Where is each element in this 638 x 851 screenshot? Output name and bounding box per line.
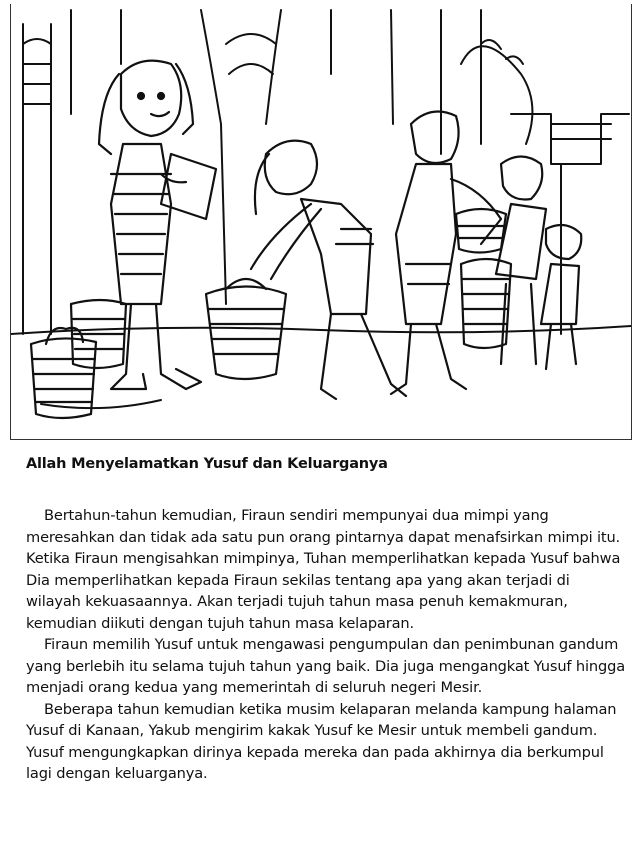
scribe-figure [99,61,216,389]
story-text [26,505,626,785]
coloring-illustration [10,4,632,440]
story-paragraph: Firaun memilih Yusuf untuk mengawasi pengumpulan dan penimbunan gandum yang berlebih itu selama tujuh tahun yang baik. Dia juga mengangkat Yusuf hingga menjadi orang kedua yang memerintah di seluruh negeri Mesir. [26,636,626,696]
basket-group-left [31,300,126,418]
egypt-grain-scene-icon [11,4,631,439]
page-title: Allah Menyelamatkan Yusuf dan Keluarganya [26,456,388,472]
story-paragraph: Bertahun-tahun kemudian, Firaun sendiri mempunyai dua mimpi yang meresahkan dan tidak ada satu pun orang pintarnya dapat menafsirkan mimpi itu. Ketika Firaun mengisahkan mimpinya, Tuhan memperlihatkan kepada Yusuf bahwa Dia memperlihatkan kepada Firaun sekilas tentang apa yang akan terjadi di wilayah kekuasaannya. Akan terjadi tujuh tahun masa penuh kemakmuran, kemudian diikuti dengan tujuh tahun masa kelaparan. [26,507,621,632]
story-paragraph: Beberapa tahun kemudian ketika musim kelaparan melanda kampung halaman Yusuf di Kanaan, Yakub mengirim kakak Yusuf ke Mesir untuk membeli gandum. Yusuf mengungkapkan dirinya kepada mereka dan pada akhirnya dia berkumpul lagi dengan keluarganya. [26,700,617,782]
worker-figure-center [206,141,406,399]
